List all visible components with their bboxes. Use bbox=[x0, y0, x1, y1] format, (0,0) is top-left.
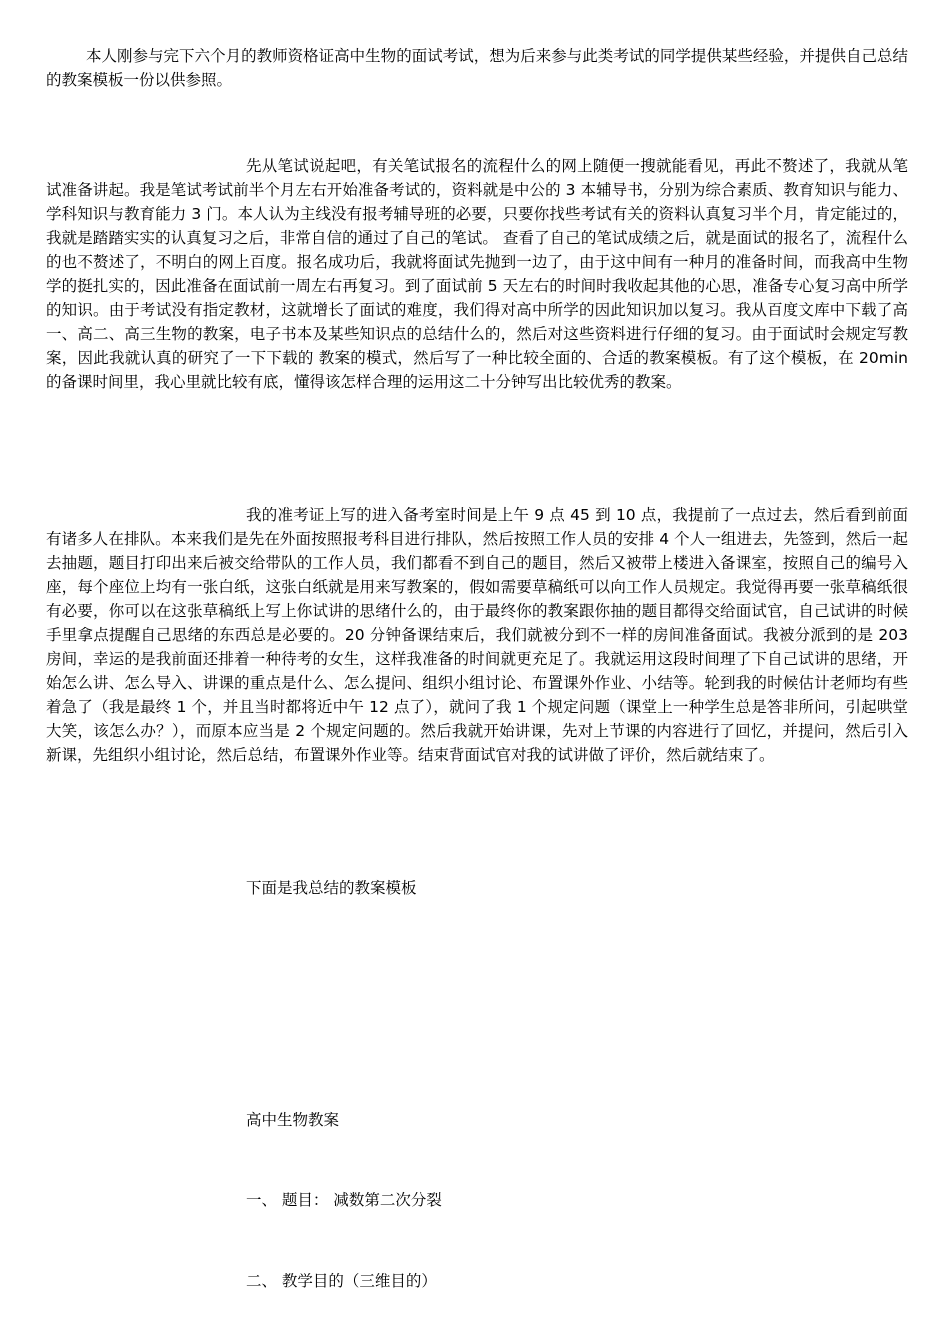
template-intro-line: 下面是我总结的教案模板 bbox=[246, 879, 417, 897]
written-exam-paragraph: 先从笔试说起吧，有关笔试报名的流程什么的网上随便一搜就能看见，再此不赘述了，我就从笔试准备讲起。我是笔试考试前半个月左右开始准备考试的，资料就是中公的 3 本辅导书，分别为综合素质、教育知识与能力、学科知识与教育能力 3 门。本人认为主线没有报考辅导班的必要，只要你找些考试有关的资料认真复习半个月，肯定能过的，我就是踏踏实实的认真复习之后，非常自信的通过了自己的笔试。 查看了自己的笔试成绩之后，就是面试的报名了，流程什么的也不赘述了，不明白的网上百度。报名成功后，我就将面试先抛到一边了，由于这中间有一种月的准备时间，而我高中生物学的挺扎实的，因此准备在面试前一周左右再复习。到了面试前 5 天左右的时间时我收起其他的心思，准备专心复习高中所学的知识。由于考试没有指定教材，这就增长了面试的难度，我们得对高中所学的因此知识加以复习。我从百度文库中下载了高一、高二、高三生物的教案，电子书本及某些知识点的总结什么的，然后对这些资料进行仔细的复习。由于面试时会规定写教案，因此我就认真的研究了一下下载的 教案的模式，然后写了一种比较全面的、合适的教案模板。有了这个模板，在 20min 的备课时间里，我心里就比较有底，懂得该怎样合理的运用这二十分钟写出比较优秀的教案。 bbox=[46, 157, 908, 391]
section-topic-heading: 一、 题目： 减数第二次分裂 bbox=[246, 1191, 442, 1209]
lesson-plan-title: 高中生物教案 bbox=[246, 1111, 340, 1129]
interview-paragraph: 我的准考证上写的进入备考室时间是上午 9 点 45 到 10 点，我提前了一点过去，然后看到前面有诸多人在排队。本来我们是先在外面按照报考科目进行排队，然后按照工作人员的安排 4 个人一组进去，先签到，然后一起去抽题，题目打印出来后被交给带队的工作人员，我们都看不到自己的题目，然后又被带上楼进入备课室，按照自己的编号入座，每个座位上均有一张白纸，这张白纸就是用来写教案的，假如需要草稿纸可以向工作人员规定。我觉得再要一张草稿纸很有必要，你可以在这张草稿纸上写上你试讲的思绪什么的，由于最终你的教案跟你抽的题目都得交给面试官，自己试讲的时候手里拿点提醒自己思绪的东西总是必要的。20 分钟备课结束后，我们就被分到不一样的房间准备面试。我被分派到的是 203 房间，幸运的是我前面还排着一种待考的女生，这样我准备的时间就更充足了。我就运用这段时间理了下自己试讲的思绪，开始怎么讲、怎么导入、讲课的重点是什么、怎么提问、组织小组讨论、布置课外作业、小结等。轮到我的时候估计老师均有些着急了（我是最终 1 个，并且当时都将近中午 12 点了），就问了我 1 个规定问题（课堂上一种学生总是答非所问，引起哄堂大笑，该怎么办？），而原本应当是 2 个规定问题的。然后我就开始讲课，先对上节课的内容进行了回忆，并提问，然后引入新课，先组织小组讨论，然后总结，布置课外作业等。结束背面试官对我的试讲做了评价，然后就结束了。 bbox=[46, 506, 908, 764]
intro-paragraph: 本人刚参与完下六个月的教师资格证高中生物的面试考试，想为后来参与此类考试的同学提供某些经验，并提供自己总结的教案模板一份以供参照。 bbox=[46, 47, 908, 89]
section-objectives-heading: 二、 教学目的（三维目的） bbox=[246, 1272, 437, 1290]
